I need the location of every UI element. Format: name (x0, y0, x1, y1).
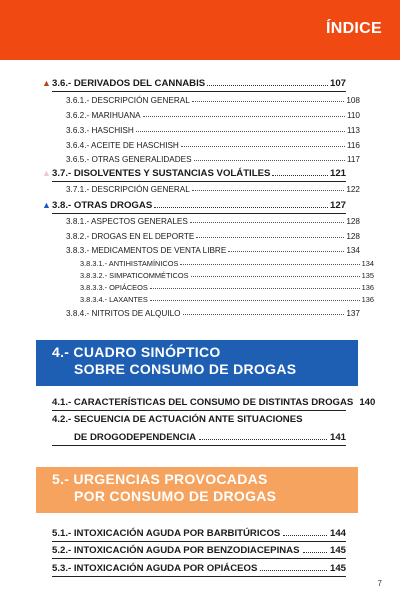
section-5-header (36, 467, 358, 513)
section-5-title-line1: 5.- URGENCIAS PROVOCADAS (52, 471, 268, 487)
toc-entry[interactable]: 3.8.3.2.- SIMPATICOMMÉTICOS 135 (80, 271, 374, 280)
toc-entry[interactable]: 3.6.2.- MARIHUANA 110 (66, 111, 360, 120)
toc-entry-3-7[interactable]: 3.7.- DISOLVENTES Y SUSTANCIAS VOLÁTILES 121 (52, 168, 346, 179)
section-4-title-line2: SOBRE CONSUMO DE DROGAS (74, 361, 297, 377)
toc-entry[interactable]: 3.6.1.- DESCRIPCIÓN GENERAL 108 (66, 96, 360, 105)
toc-entry-4-2-cont[interactable]: DE DROGODEPENDENCIA 141 (74, 432, 346, 443)
toc-entry[interactable]: 3.6.4.- ACEITE DE HASCHISH 116 (66, 141, 360, 150)
section-4-title-line1: 4.- CUADRO SINÓPTICO (52, 344, 221, 360)
toc-entry[interactable]: 3.6.3.- HASCHISH 113 (66, 126, 360, 135)
toc-entry[interactable]: 3.8.3.1.- ANTIHISTAMÍNICOS 134 (80, 259, 374, 268)
toc-entry[interactable]: 3.7.1.- DESCRIPCIÓN GENERAL 122 (66, 185, 360, 194)
toc-entry[interactable]: 3.8.1.- ASPECTOS GENERALES 128 (66, 217, 360, 226)
section-4-header (36, 340, 358, 386)
toc-entry-5-3[interactable]: 5.3.- INTOXICACIÓN AGUDA POR OPIÁCEOS 145 (52, 563, 346, 574)
toc-entry[interactable]: 3.8.4.- NITRITOS DE ALQUILO 137 (66, 309, 360, 318)
section-5-title-line2: POR CONSUMO DE DROGAS (74, 488, 277, 504)
toc-entry-3-8[interactable]: 3.8.- OTRAS DROGAS 127 (52, 200, 346, 211)
toc-entry[interactable]: 3.8.3.- MEDICAMENTOS DE VENTA LIBRE 134 (66, 246, 360, 255)
divider (52, 91, 346, 92)
triangle-marker-icon: ▲ (42, 78, 51, 88)
divider (52, 576, 346, 577)
divider (52, 410, 346, 411)
divider (52, 213, 346, 214)
divider (52, 181, 346, 182)
divider (52, 541, 346, 542)
toc-entry-4-1[interactable]: 4.1.- CARACTERÍSTICAS DEL CONSUMO DE DISTINTAS DROGAS 140 (52, 397, 376, 408)
divider (52, 445, 346, 446)
toc-entry[interactable]: 3.8.3.4.- LAXANTES 136 (80, 295, 374, 304)
toc-entry-5-1[interactable]: 5.1.- INTOXICACIÓN AGUDA POR BARBITÚRICOS 144 (52, 528, 346, 539)
toc-entry-5-2[interactable]: 5.2.- INTOXICACIÓN AGUDA POR BENZODIACEPINAS 145 (52, 545, 346, 556)
toc-entry[interactable]: 3.8.2.- DROGAS EN EL DEPORTE 128 (66, 232, 360, 241)
triangle-marker-icon: ▲ (42, 168, 51, 178)
divider (52, 558, 346, 559)
toc-entry[interactable]: 3.6.5.- OTRAS GENERALIDADES 117 (66, 155, 360, 164)
page-number: 7 (377, 579, 382, 588)
page-title: ÍNDICE (325, 20, 382, 37)
toc-entry[interactable]: 3.8.3.3.- OPIÁCEOS 136 (80, 283, 374, 292)
toc-entry-3-6[interactable]: 3.6.- DERIVADOS DEL CANNABIS 107 (52, 78, 346, 89)
toc-entry-4-2[interactable]: 4.2.- SECUENCIA DE ACTUACIÓN ANTE SITUACIONES (52, 414, 303, 425)
triangle-marker-icon: ▲ (42, 200, 51, 210)
